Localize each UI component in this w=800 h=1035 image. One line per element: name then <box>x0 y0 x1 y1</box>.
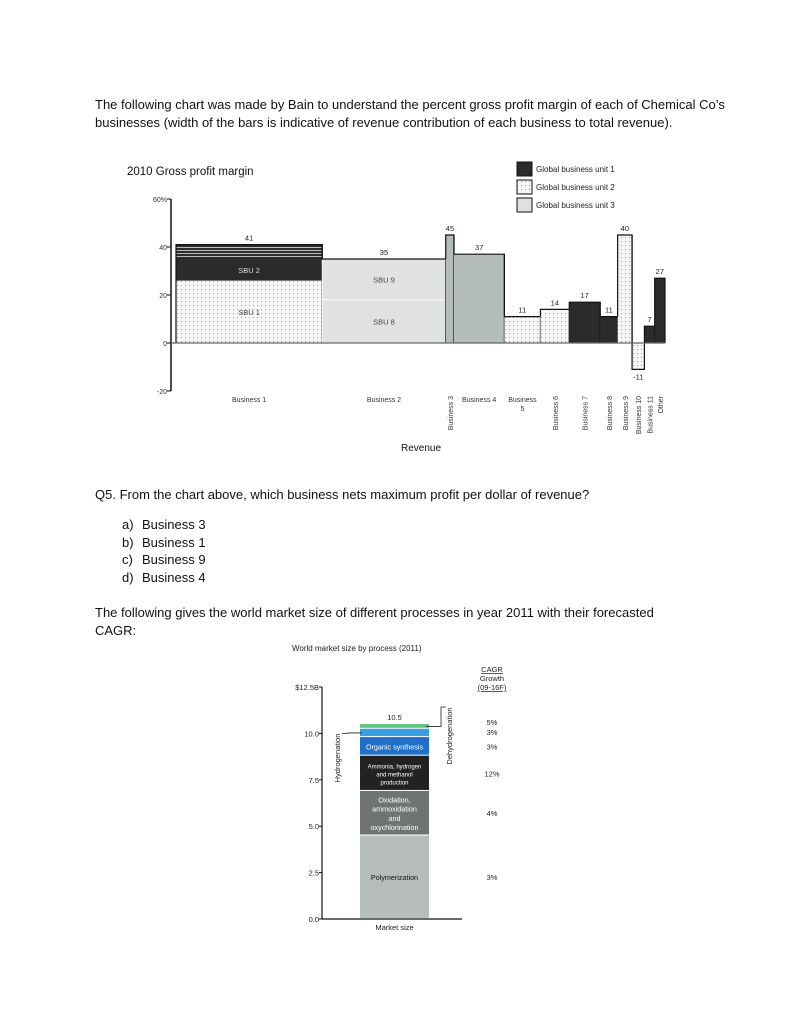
x-axis-label: Revenue <box>400 443 442 454</box>
option-text: Business 9 <box>142 552 206 567</box>
value-label: 14 <box>550 298 560 308</box>
callout-line <box>426 707 446 726</box>
y-tick-label: 20 <box>159 293 167 300</box>
business-label: Business 8 <box>606 396 614 431</box>
option-text: Business 1 <box>142 535 206 550</box>
cagr-value: 3% <box>486 873 498 883</box>
segment-label: production <box>380 780 409 787</box>
bar-segment <box>360 729 429 736</box>
chart-title: 2010 Gross profit margin <box>127 166 254 178</box>
segment-label: Ammonia, hydrogen <box>367 764 422 771</box>
y-tick-label: 7.5 <box>308 775 319 785</box>
option-letter: b) <box>122 535 134 550</box>
y-tick-label: 5.0 <box>308 822 319 832</box>
legend-label: Global business unit 3 <box>536 201 615 210</box>
y-tick-label: 10.0 <box>304 729 319 739</box>
business-label: Business 9 <box>622 396 630 431</box>
business-label: 5 <box>520 406 525 413</box>
bar-segment <box>360 724 429 728</box>
value-label: 35 <box>379 248 389 257</box>
cagr-header: CAGR <box>481 665 503 674</box>
option-letter: a) <box>122 517 134 532</box>
y-tick-label: -20 <box>156 389 167 396</box>
callout-label: Hydrogenation <box>333 733 342 783</box>
x-axis-label: Market size <box>375 923 414 932</box>
legend-label: Global business unit 1 <box>536 165 615 174</box>
segment-label: SBU 2 <box>238 265 260 275</box>
cagr-value: 12% <box>484 769 500 779</box>
value-label: 27 <box>655 267 665 277</box>
cagr-header: Growth <box>479 674 505 683</box>
y-tick-label: $12.5B <box>295 683 319 692</box>
business-label: Business 2 <box>366 397 402 404</box>
y-tick-label: 0 <box>163 341 167 348</box>
segment-label: Oxidation, <box>378 795 411 805</box>
segment-label: SBU 8 <box>373 317 395 327</box>
business-label: Business 11 <box>647 396 655 434</box>
value-label: 41 <box>244 233 254 243</box>
segment-label: and methanol <box>376 772 413 779</box>
business-label: Business 10 <box>636 396 644 435</box>
business-label: Business 1 <box>231 397 267 404</box>
segment-label: oxychlorination <box>370 823 419 833</box>
option-text: Business 3 <box>142 517 206 532</box>
cagr-value: 3% <box>486 742 498 752</box>
segment-label: SBU 9 <box>373 275 395 285</box>
legend-label: Global business unit 2 <box>536 183 615 192</box>
value-label: 7 <box>647 315 652 325</box>
y-tick-label: 0.0 <box>308 915 319 924</box>
callout-label: Dehydrogenation <box>445 707 454 765</box>
value-label: 40 <box>620 224 630 233</box>
segment-label: Organic synthesis <box>365 742 424 752</box>
cagr-header: (09-16F) <box>477 683 507 692</box>
cagr-value: 4% <box>486 809 498 819</box>
value-label: -11 <box>633 372 644 382</box>
segment-label: and <box>388 813 401 823</box>
business-label: Business 7 <box>582 396 590 431</box>
value-label: 11 <box>518 305 527 315</box>
question-text: Q5. From the chart above, which business nets maximum profit per dollar of revenue? <box>95 487 590 502</box>
segment-label: SBU 1 <box>238 307 260 317</box>
segment-label: ammoxidation <box>372 804 417 814</box>
business-label: Business 3 <box>447 396 455 431</box>
business-label: Business 4 <box>462 397 497 404</box>
segment-label: Polymerization <box>370 873 419 883</box>
intro-paragraph: The following chart was made by Bain to understand the percent gross profit margin of each of Chemical Co’s businesses (width of the bars is indicative of revenue contribution of each business to total revenue). <box>95 97 725 130</box>
y-tick-label: 2.5 <box>308 868 319 878</box>
cagr-value: 5% <box>486 718 498 728</box>
y-tick-label: 40 <box>159 245 167 252</box>
value-label: 11 <box>604 305 613 315</box>
total-label: 10.5 <box>387 713 402 723</box>
y-tick-label: 60% <box>152 197 167 204</box>
value-label: 17 <box>580 291 589 301</box>
cagr-value: 3% <box>486 727 498 737</box>
value-label: 37 <box>475 243 484 253</box>
business-label: Other <box>657 396 665 414</box>
option-text: Business 4 <box>142 570 206 585</box>
business-label: Business <box>508 397 537 404</box>
option-letter: c) <box>122 552 133 567</box>
chart-title: World market size by process (2011) <box>292 644 422 653</box>
option-letter: d) <box>122 570 134 585</box>
business-label: Business 6 <box>552 396 560 431</box>
value-label: 45 <box>445 224 455 233</box>
intro2-paragraph: The following gives the world market size of different processes in year 2011 with their forecasted CAGR: <box>95 605 654 638</box>
